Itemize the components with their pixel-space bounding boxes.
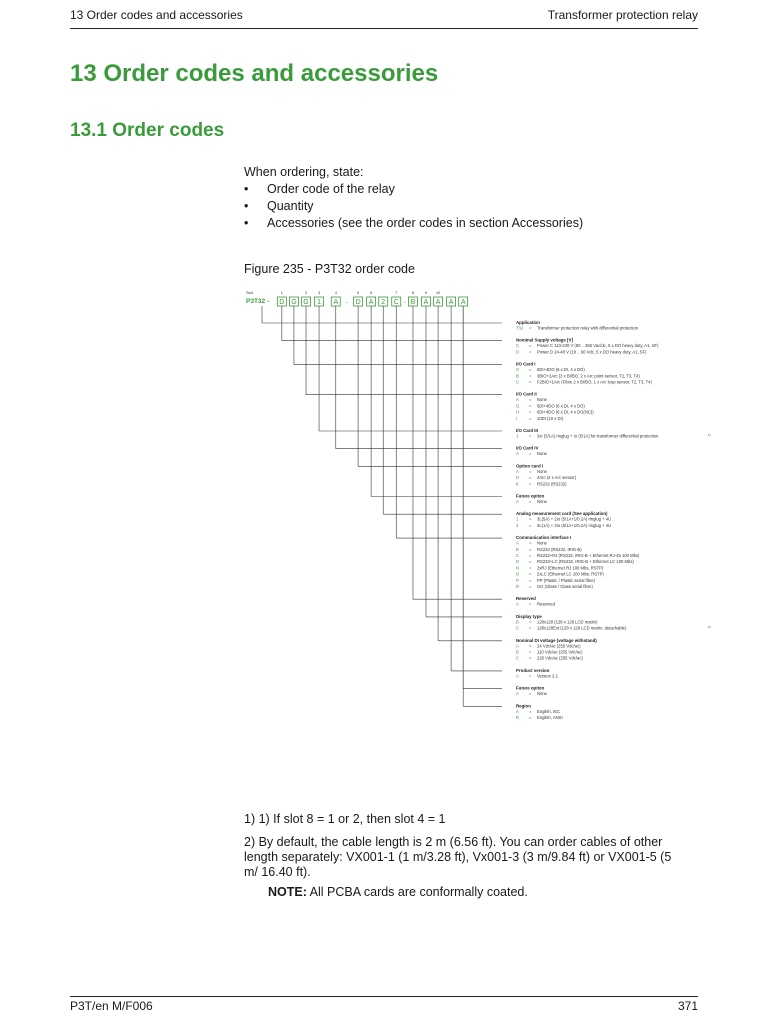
code-box-letter: A (460, 299, 466, 306)
item-equals: = (529, 516, 532, 522)
section-title: Region (516, 703, 531, 709)
item-description: Reserved (537, 601, 555, 607)
code-box-letter: A (448, 299, 454, 306)
code-box-letter: 2 (381, 299, 386, 306)
intro-text: When ordering, state: (244, 165, 364, 179)
code-box-letter: G (291, 299, 297, 306)
item-equals: = (529, 403, 532, 409)
item-equals: = (529, 546, 532, 552)
section-title: Product version (516, 667, 550, 673)
item-description: 128x128Ext (128 x 128 LCD matrix, detachable) (537, 625, 627, 631)
slot-number: 9 (424, 291, 428, 295)
item-code: T32 (516, 325, 524, 331)
item-equals: = (529, 433, 532, 439)
item-equals: = (529, 349, 532, 355)
item-code: C (516, 625, 520, 631)
item-code: G (516, 403, 520, 409)
item-code: C (516, 655, 520, 661)
item-code: C (516, 379, 520, 385)
item-equals: = (529, 475, 532, 481)
page-header (70, 8, 698, 29)
section-title: I/O Card II (516, 391, 537, 397)
slot-number: 5 (357, 291, 360, 295)
item-description: None (537, 499, 548, 504)
slot-number: 2 (304, 291, 308, 295)
item-description: None (537, 540, 548, 546)
item-code: H (516, 409, 520, 415)
item-code: A (516, 540, 519, 546)
note-label: NOTE: (268, 885, 307, 899)
section-title: 13.1 Order codes (70, 120, 225, 141)
item-code: R (516, 584, 520, 589)
item-description: 3xI (5/1A) ringlug + Io (5/1A) for transformer differential protection (537, 433, 659, 439)
figure-caption: Figure 235 - P3T32 order code (244, 262, 415, 276)
item-equals: = (529, 559, 532, 565)
item-description: None (537, 451, 548, 457)
section-title: Nominal DI voltage (voltage withstand) (516, 637, 597, 643)
item-equals: = (529, 715, 532, 720)
code-dash: - (345, 300, 348, 306)
code-box-letter: A (423, 299, 429, 306)
item-footnote-ref: 1) (708, 433, 711, 437)
footnote-2: 2) By default, the cable length is 2 m (6.56 ft). You can order cables of other length separately: VX001-1 (1 m/3.28 ft), Vx001-3 (3 m/9.84 ft) or VX001-5 (5 m/ 16.40 ft). (244, 835, 672, 879)
intro-block (244, 164, 583, 232)
item-description: F2BIO+1Arc (Fibre 2 x BI/BO, 1 x Arc loop sensor, T2, T3, T4) (537, 379, 652, 385)
item-equals: = (529, 522, 532, 528)
section-title: Reserved (516, 596, 536, 602)
header-chapter: 13 Order codes and accessories (70, 8, 243, 22)
item-code: D (516, 349, 520, 355)
item-code: K (516, 481, 519, 487)
item-description: 24 Vdc/ac (255 Vdc/ac) (537, 643, 581, 649)
item-description: 6DI+4DO (6 x DI, 4 x DO) (537, 403, 585, 409)
code-box-letter: A (368, 299, 374, 306)
item-equals: = (529, 409, 532, 415)
slot-number: 3 (317, 291, 321, 295)
item-code: A (516, 468, 519, 474)
footnote-1: 1) 1) If slot 8 = 1 or 2, then slot 4 = 1 (244, 812, 446, 826)
item-equals: = (529, 619, 532, 625)
item-equals: = (529, 577, 532, 583)
item-equals: = (529, 625, 532, 631)
item-description: Power D 24-48 V (18 .. 60 Vdc, 5 x DO heavy duty, A1, SF) (537, 349, 647, 355)
page-title: 13 Order codes and accessories (70, 60, 439, 87)
item-code: O (516, 571, 520, 577)
item-code: B (516, 373, 519, 379)
item-code: D (516, 475, 520, 481)
slot-number: 8 (411, 291, 415, 295)
item-description: RS232+RJ (RS232, IRIG-B + Ethernet RJ-45 100 Mbs) (537, 553, 640, 558)
code-box-letter: A (333, 299, 339, 306)
slot-number: 1 (280, 291, 283, 295)
item-code: 1 (516, 433, 519, 439)
item-description: 110 Vdc/ac (255 Vdc/ac) (537, 649, 583, 655)
section-title: I/O Card I (516, 361, 536, 367)
item-code: A (516, 708, 519, 714)
item-code: A (516, 673, 519, 679)
bullet-item: • Order code of the relay (244, 182, 395, 196)
item-equals: = (529, 379, 532, 385)
slot-number: 7 (395, 291, 398, 295)
slot-label: Slot (246, 290, 253, 295)
section-title: Option card I (516, 463, 544, 469)
footer-page-number: 371 (677, 999, 698, 1013)
code-box-letter: C (393, 299, 399, 306)
item-equals: = (529, 343, 532, 349)
item-description: RS232 (RS232, IRIG-B) (537, 546, 582, 552)
item-code: A (516, 691, 519, 697)
item-description: GG (Glass / Glass serial fibre) (537, 584, 593, 589)
code-box-letter: 1 (317, 299, 321, 306)
item-code: A (516, 643, 519, 649)
item-code: B (516, 619, 519, 625)
item-code: 2 (516, 522, 519, 528)
item-footnote-ref: 2) (708, 625, 711, 630)
item-code: I (516, 415, 518, 421)
item-description: 2xLC (Ethernet LC 100 Mbs, RSTP) (537, 571, 604, 577)
item-description: Transformer protection relay with differential protection (537, 325, 639, 331)
section-title: Future option (516, 493, 545, 499)
item-description: 3BIO+2Arc (3 x BI/BO, 2 x Arc point sensor, T2, T3, T4) (537, 373, 640, 379)
code-box-letter: D (279, 299, 285, 306)
item-description: 220 Vdc/ac (255 Vdc/ac) (537, 655, 583, 661)
slot-number: 4 (334, 291, 337, 295)
footnotes (244, 812, 684, 888)
item-description: PP (Plastic / Plastic serial fibre) (537, 577, 596, 583)
item-code: A (516, 397, 519, 403)
item-equals: = (529, 373, 532, 379)
section-title: I/O Card IV (516, 445, 539, 451)
item-description: English, ANSI (537, 715, 563, 720)
item-equals: = (529, 553, 532, 558)
item-equals: = (529, 451, 532, 457)
item-description: English, IEC (537, 708, 561, 714)
section-title: Display type (516, 613, 542, 619)
item-equals: = (529, 499, 532, 504)
item-code: B (516, 649, 519, 655)
page-footer (70, 996, 698, 1019)
section-title: Future option (516, 685, 545, 691)
section-title: Nominal Supply voltage [V] (516, 337, 573, 343)
item-description: 128x128 (128 x 128 LCD matrix) (537, 619, 598, 625)
item-code: A (516, 601, 519, 607)
item-equals: = (529, 655, 532, 661)
order-prefix: P3T32 - (246, 298, 270, 305)
item-equals: = (529, 649, 532, 655)
section-title: Communication interface I (516, 535, 572, 541)
item-code: B (516, 546, 519, 552)
item-code: A (516, 499, 519, 504)
item-description: 6DI+4DO (6 x DI, 4 x DO) (537, 367, 585, 373)
item-code: 1 (516, 516, 519, 522)
item-equals: = (529, 540, 532, 546)
item-equals: = (529, 397, 532, 403)
code-box-letter: A (435, 299, 441, 306)
item-equals: = (529, 708, 532, 714)
item-description: 10DI (10 x DI) (537, 415, 564, 421)
item-code: G (516, 367, 520, 373)
item-description: 2xRJ (Ethernet RJ 100 Mbs, RSTP) (537, 565, 604, 571)
item-description: Version 2.1 (537, 673, 558, 679)
item-equals: = (529, 468, 532, 474)
header-product: Transformer protection relay (547, 8, 698, 22)
item-equals: = (529, 673, 532, 679)
bullet-item: • Accessories (see the order codes in section Accessories) (244, 216, 584, 230)
item-code: N (516, 565, 520, 571)
item-equals: = (529, 643, 532, 649)
note-text: All PCBA cards are conformally coated. (306, 885, 528, 899)
item-description: 4Arc (4 x Arc sensor) (537, 475, 577, 481)
item-description: 3L(1A) + 2Io (5/1A+1/0.2A) ringlug + 4U (537, 522, 612, 528)
code-box-letter: D (355, 299, 361, 306)
section-title: Analog measurement card (See application) (516, 511, 608, 517)
item-description: RS232+LC (RS232, IRIG-B + Ethernet LC 100 Mbs) (537, 559, 634, 565)
slot-number: 10 (435, 291, 441, 295)
section-title: Application (516, 320, 540, 325)
item-equals: = (529, 415, 532, 421)
code-dash: - (403, 300, 406, 306)
item-code: B (516, 715, 519, 720)
item-description: None (537, 397, 548, 403)
item-description: None (537, 691, 548, 697)
item-equals: = (529, 481, 532, 487)
section-title: I/O Card III (516, 428, 538, 433)
item-code: C (516, 343, 520, 349)
item-description: None (537, 468, 548, 474)
item-description: 3L(5A) + 2Io (5/1A+1/0.2A) ringlug + 4U (537, 516, 612, 522)
item-code: D (516, 559, 520, 565)
note-block (268, 885, 528, 899)
item-equals: = (529, 367, 532, 373)
item-code: P (516, 577, 519, 583)
item-equals: = (529, 325, 532, 331)
item-equals: = (529, 565, 532, 571)
item-description: RS232 (RS232) (537, 481, 567, 487)
item-equals: = (529, 601, 532, 607)
item-equals: = (529, 691, 532, 697)
item-equals: = (529, 571, 532, 577)
item-code: A (516, 451, 519, 457)
code-box-letter: B (410, 299, 416, 306)
item-description: 6DI+4DO (6 x DI, 4 x DO(NC)) (537, 409, 594, 415)
code-box-letter: G (303, 299, 309, 306)
item-equals: = (529, 584, 532, 589)
item-code: C (516, 553, 520, 558)
order-code-diagram (240, 288, 720, 798)
bullet-item: • Quantity (244, 199, 314, 213)
footer-doc-id: P3T/en M/F006 (70, 999, 153, 1013)
item-description: Power C 110-230 V (80 .. 265 Vac/dc, 5 x DO heavy duty, A1, SF) (537, 343, 659, 349)
slot-number: 6 (370, 291, 373, 295)
